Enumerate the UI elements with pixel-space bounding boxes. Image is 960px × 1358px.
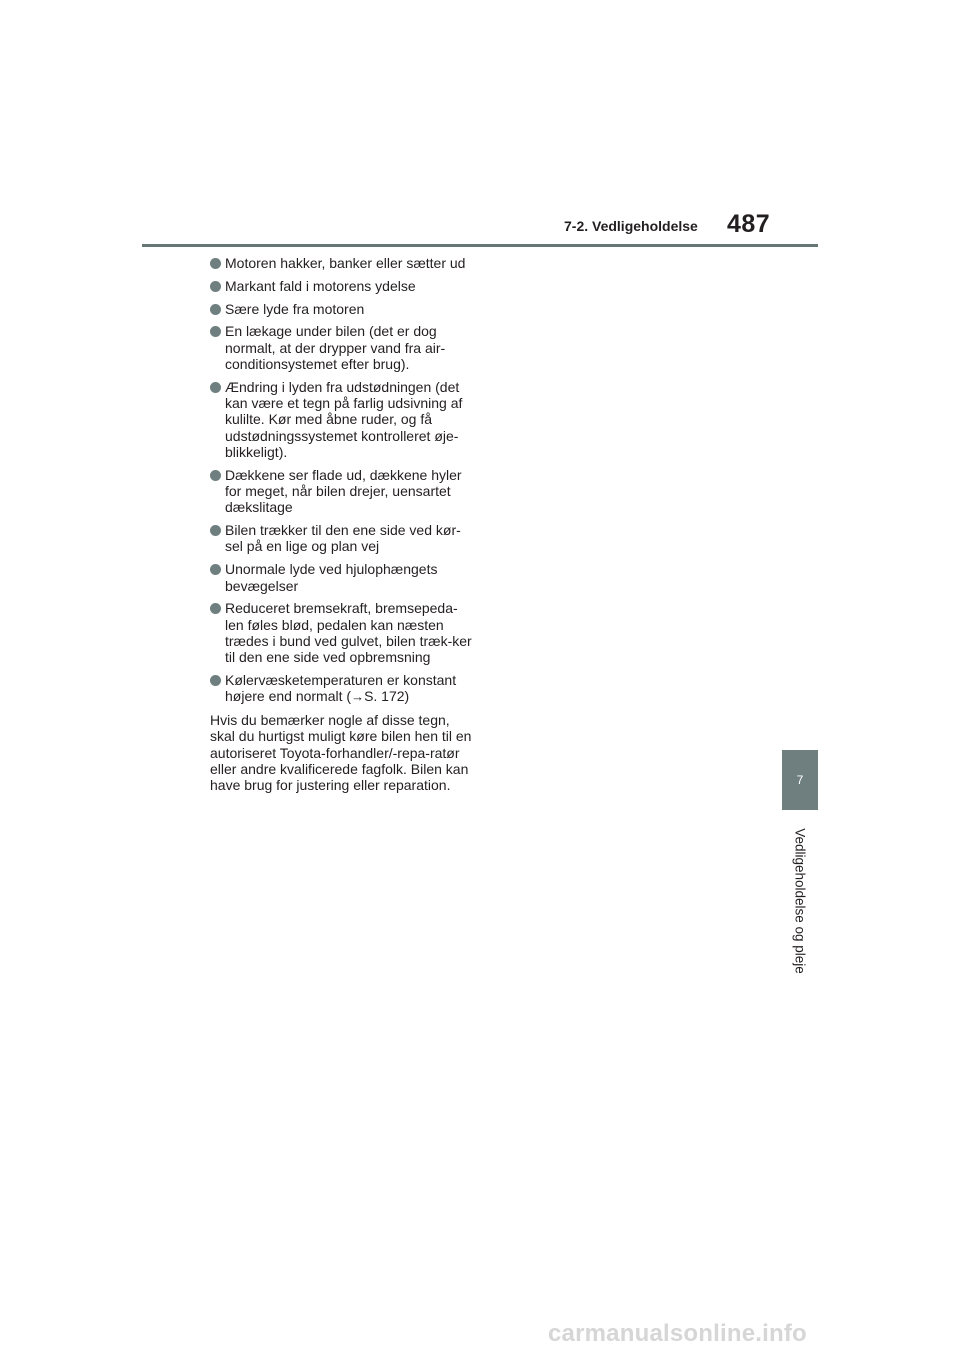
- list-item: [210, 323, 472, 372]
- list-item-text: Sære lyde fra motoren: [225, 300, 365, 317]
- list-item: [210, 467, 472, 516]
- list-item: [210, 600, 472, 665]
- bullet-icon: [210, 304, 221, 315]
- list-item: [210, 522, 472, 555]
- bullet-icon: [210, 470, 221, 481]
- list-item-text: [225, 672, 472, 706]
- list-item: [210, 672, 472, 706]
- list-item-text: Dækkene ser flade ud, dækkene hyler for meget, når bilen drejer, uensartet dækslitage: [225, 466, 462, 516]
- list-item-text: Reduceret bremsekraft, bremsepeda-len føles blød, pedalen kan næsten trædes i bund ved gulvet, bilen træk-ker til den ene side ved opbremsning: [225, 600, 472, 666]
- bullet-icon: [210, 564, 221, 575]
- bullet-icon: [210, 326, 221, 337]
- list-item-text-start: Kølervæsketemperaturen er konstant højere end normalt (: [225, 672, 457, 705]
- bullet-icon: [210, 281, 221, 292]
- bullet-icon: [210, 258, 221, 269]
- bullet-icon: [210, 382, 221, 393]
- page-number: 487: [727, 210, 771, 238]
- section-title: 7-2. Vedligeholdelse: [564, 218, 698, 234]
- chapter-label: Vedligeholdelse og pleje: [792, 828, 808, 974]
- page-reference-link[interactable]: S. 172): [364, 688, 410, 705]
- list-item: [210, 301, 472, 317]
- list-item-text: En lækage under bilen (det er dog normalt, at der drypper vand fra air-conditionsystemet efter brug).: [225, 323, 446, 372]
- main-content: [210, 255, 472, 794]
- header-divider: [142, 244, 818, 247]
- bullet-icon: [210, 675, 221, 686]
- list-item: [210, 561, 472, 594]
- list-item-text: Ændring i lyden fra udstødningen (det kan være et tegn på farlig udsivning af kulilte. Kør med åbne ruder, og få udstødningssystemet kontrolleret øje-blikkeligt).: [225, 378, 463, 460]
- advice-paragraph: Hvis du bemærker nogle af disse tegn, skal du hurtigst muligt køre bilen hen til en autoriseret Toyota-forhandler/-repa-ratør eller andre kvalificerede fagfolk. Bilen kan have brug for justering eller reparation.: [210, 712, 472, 794]
- list-item-text: Markant fald i motorens ydelse: [225, 277, 416, 294]
- chapter-tab: 7: [782, 750, 818, 810]
- list-item-text: Motoren hakker, banker eller sætter ud: [225, 255, 466, 271]
- watermark: carmanualsonline.info: [548, 1320, 807, 1347]
- list-item: [210, 255, 472, 271]
- list-item-text: Bilen trækker til den ene side ved kør-sel på en lige og plan vej: [225, 522, 461, 555]
- list-item: [210, 379, 472, 460]
- arrow-right-icon: →: [351, 689, 365, 705]
- list-item: [210, 278, 472, 294]
- list-item-text: Unormale lyde ved hjulophængets bevægelser: [225, 561, 438, 594]
- symptom-list: [210, 255, 472, 706]
- bullet-icon: [210, 525, 221, 536]
- bullet-icon: [210, 603, 221, 614]
